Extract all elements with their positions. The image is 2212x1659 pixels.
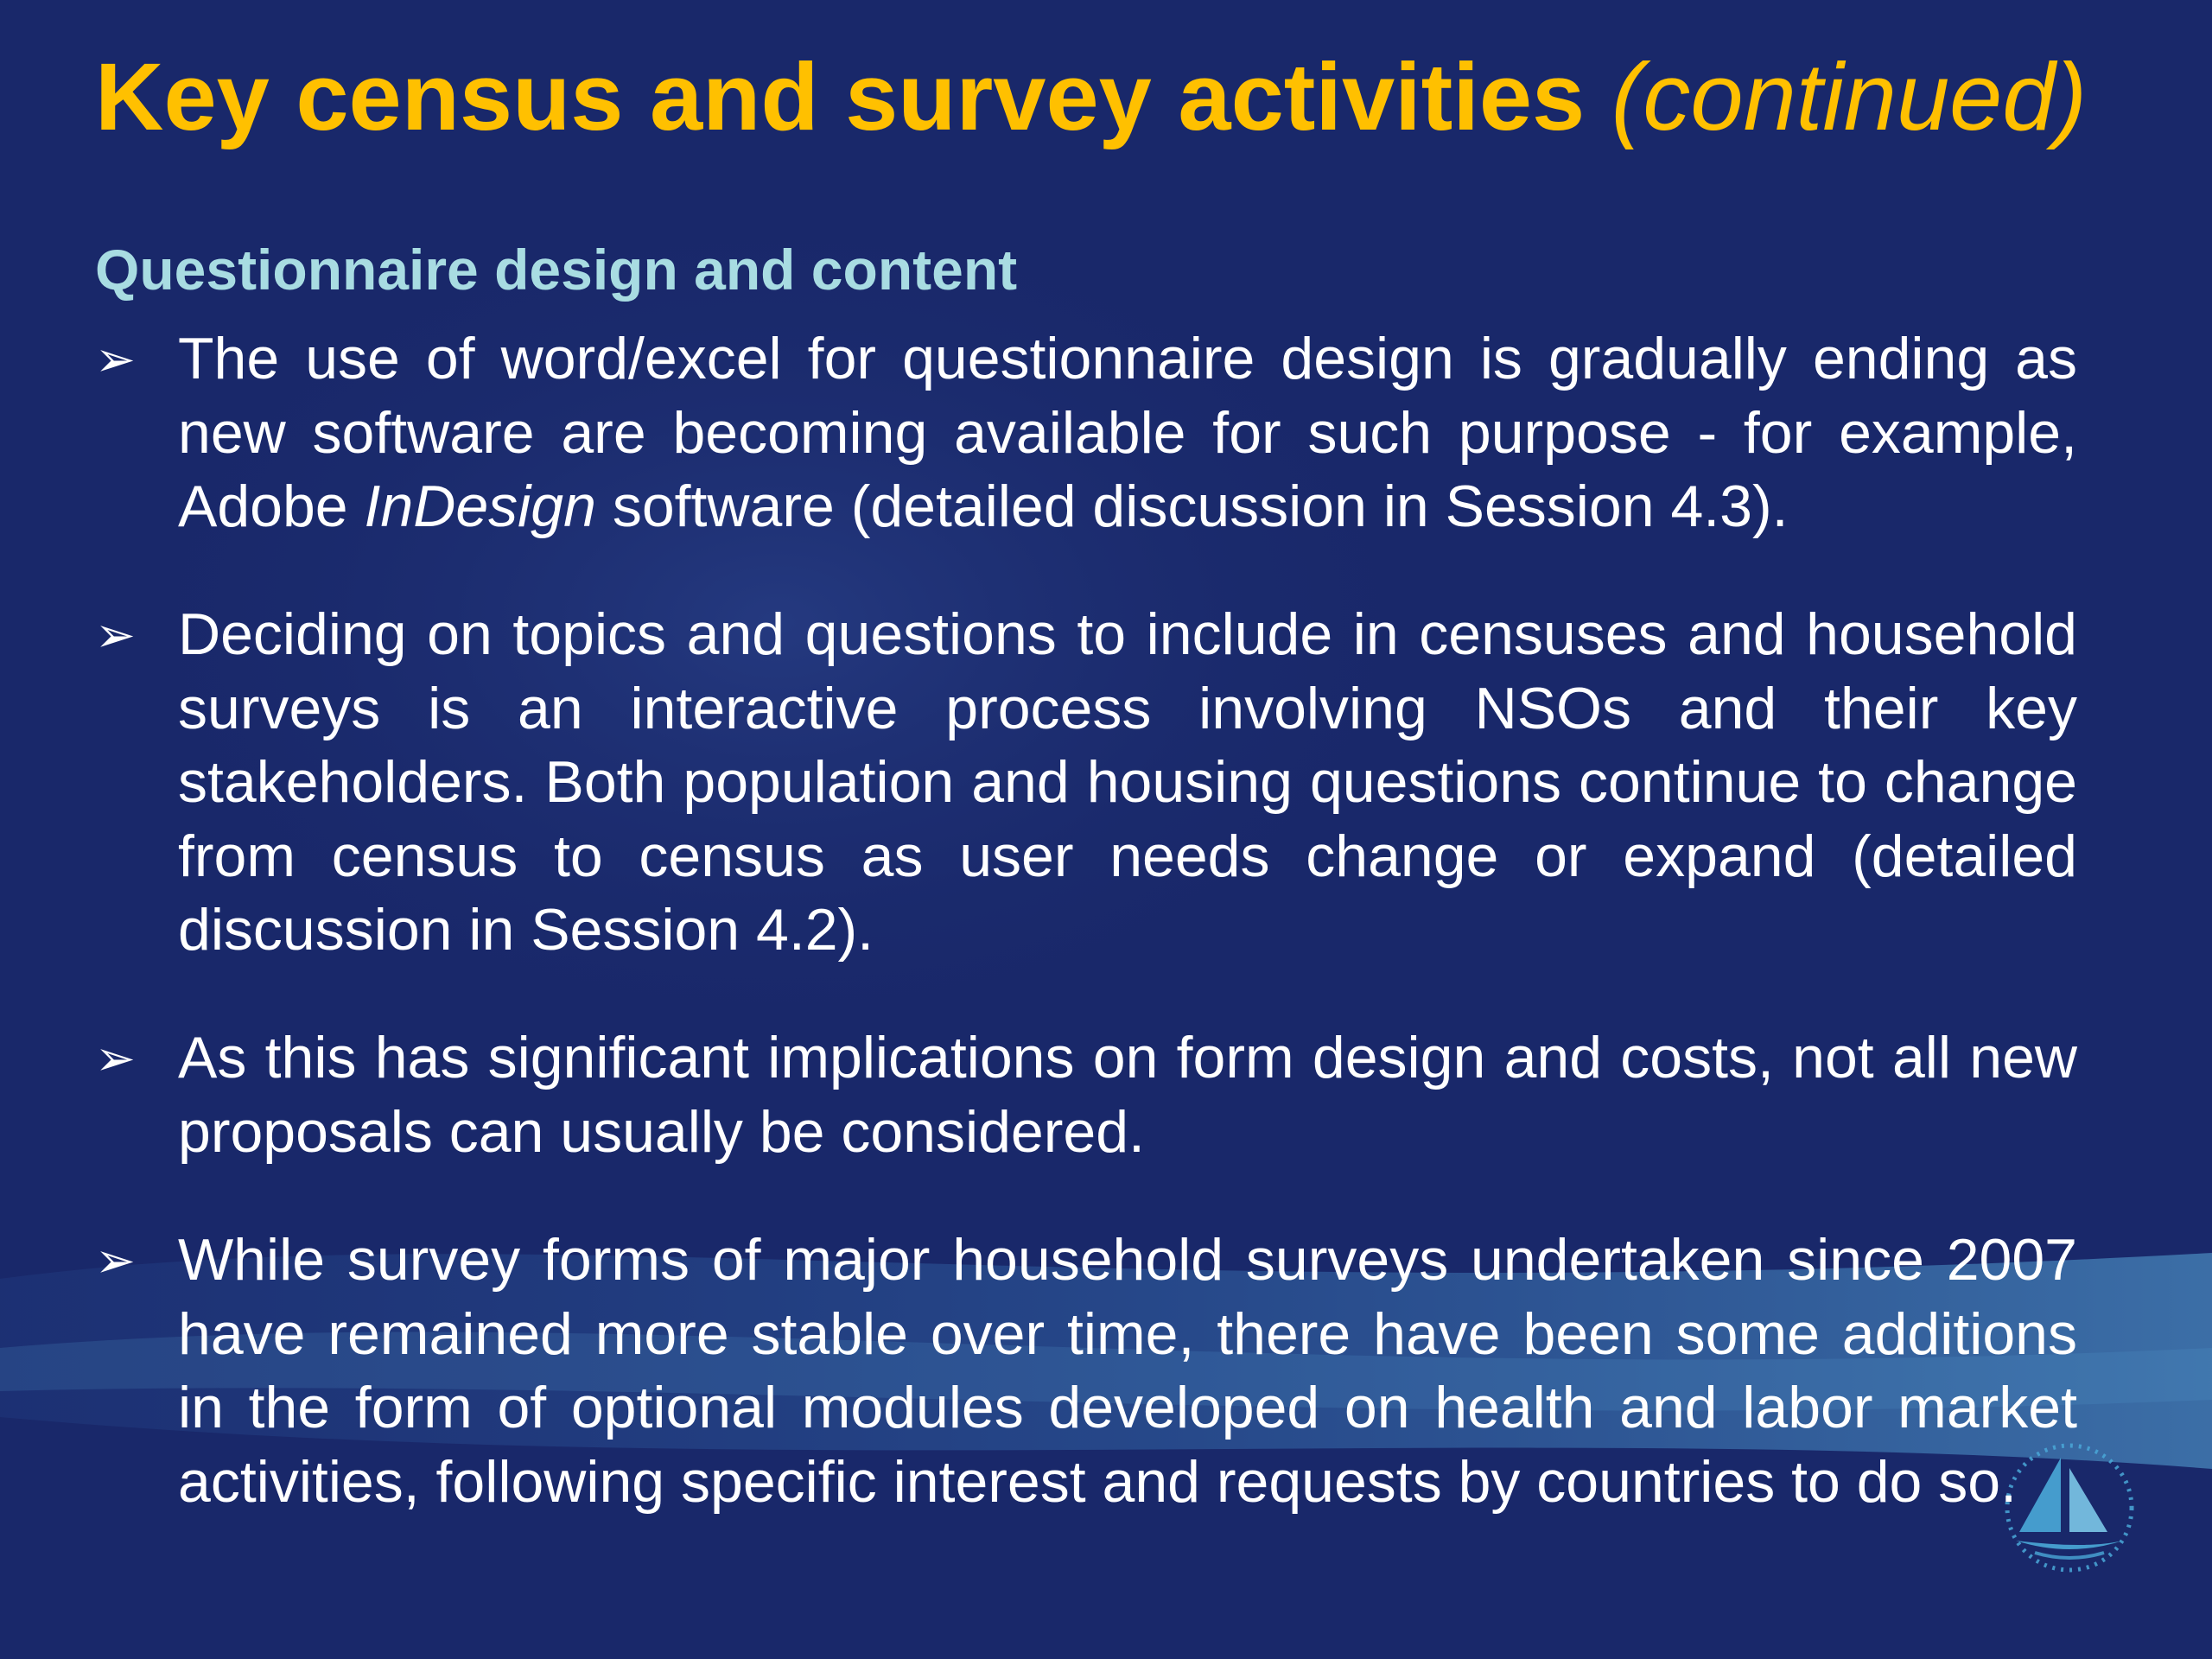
slide-title-suffix: (continued) [1611,44,2088,150]
slide-title-main: Key census and survey activities [95,44,1586,150]
bullet-item-topics-questions [95,598,2077,968]
arrowhead-bullet-icon: ➢ [95,607,136,662]
bullet-text-italic: InDesign [364,474,596,539]
bullet-text: As this has significant implications on form design and costs, not all new proposals can usually be considered. [178,1025,2077,1165]
arrowhead-bullet-icon: ➢ [95,332,136,386]
bullet-item-survey-forms-stability [95,1224,2077,1519]
bullet-item-form-design-costs [95,1021,2077,1169]
bullet-text: The use of word/excel for questionnaire design is gradually ending as new software are becoming available for such purpose - for example, Adobe [178,326,2077,539]
arrowhead-bullet-icon: ➢ [95,1031,136,1085]
bullet-text: software (detailed discussion in Session 4.3). [595,474,1789,539]
bullet-text: While survey forms of major household surveys undertaken since 2007 have remained more stable over time, there have been some additions in the form of optional modules developed on health and labor market activities, following specific interest and requests by countries to do so. [178,1227,2077,1515]
arrowhead-bullet-icon: ➢ [95,1233,136,1287]
section-subheading: Questionnaire design and content [95,238,1018,302]
bullet-item-questionnaire-software [95,322,2077,544]
bullet-text: Deciding on topics and questions to include in censuses and household surveys is an interactive process involving NSOs and their key stakeholders. Both population and housing questions continue to change from census to census as user needs change or expand (detailed discussion in Session 4.2). [178,601,2077,963]
slide-title [95,33,2186,162]
